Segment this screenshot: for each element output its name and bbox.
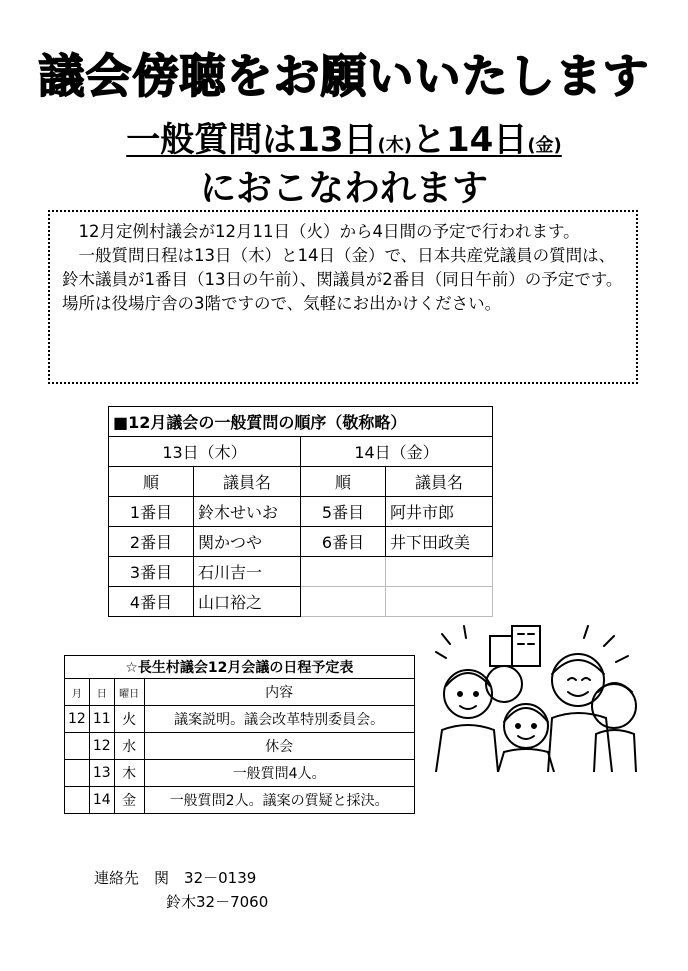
col-order-header: 順 [301,467,386,497]
order-day1-header: 13日（木） [109,437,301,467]
name-cell: 井下田政美 [386,527,493,557]
sched-month-cell [65,760,90,787]
table-row [65,706,415,733]
name-cell: 阿井市郎 [386,497,493,527]
table-row [65,760,415,787]
schedule-table-caption: ☆長生村議会12月会議の日程予定表 [65,656,415,679]
headline-line3: におこなわれます [199,168,488,209]
name-cell-empty [386,587,493,617]
table-row [109,527,493,557]
order-day2-header: 14日（金） [301,437,493,467]
order-cell: 3番目 [109,557,194,587]
name-cell-empty [386,557,493,587]
order-cell: 4番目 [109,587,194,617]
sched-content-cell: 休会 [144,733,414,760]
sched-month-cell [65,733,90,760]
subtitle-weekday-thu: (木) [377,135,412,156]
sched-col-weekday: 曜日 [114,679,144,706]
sched-content-cell: 一般質問2人。議案の質疑と採決。 [144,787,414,814]
name-cell: 鈴木せいお [194,497,301,527]
sched-col-month: 月 [65,679,90,706]
headline-subtitle [0,112,688,161]
order-table-caption: ■12月議会の一般質問の順序（敬称略） [109,407,493,437]
notice-box [48,210,638,384]
name-cell: 石川吉一 [194,557,301,587]
col-name-header: 議員名 [386,467,493,497]
notice-paragraph-1: 12月定例村議会が12月11日（火）から4日間の予定で行われます。 [78,222,580,241]
sched-weekday-cell: 火 [114,706,144,733]
group-illustration-icon [428,622,640,772]
table-row [65,733,415,760]
contact-line-2: 鈴木32－7060 [166,893,269,911]
question-order-table [108,406,493,617]
order-cell-empty [301,587,386,617]
name-cell: 山口裕之 [194,587,301,617]
order-cell-empty [301,557,386,587]
contact-block [94,866,268,914]
headline-title: 議会傍聴をお願いいたします [38,49,650,103]
order-cell: 1番目 [109,497,194,527]
sched-day-cell: 13 [89,760,114,787]
col-name-header: 議員名 [194,467,301,497]
order-cell: 5番目 [301,497,386,527]
schedule-table [64,655,415,814]
table-row [109,587,493,617]
subtitle-part-a: 一般質問は13日 [126,120,378,160]
subtitle-underlined [126,120,562,160]
sched-weekday-cell: 金 [114,787,144,814]
order-cell: 6番目 [301,527,386,557]
contact-label: 連絡先 [94,869,140,887]
sched-col-day: 日 [89,679,114,706]
col-order-header: 順 [109,467,194,497]
name-cell: 関かつや [194,527,301,557]
contact-line-1: 関 32－0139 [154,869,257,887]
contact-row-1 [94,866,268,890]
sched-day-cell: 14 [89,787,114,814]
sched-content-cell: 議案説明。議会改革特別委員会。 [144,706,414,733]
sched-day-cell: 11 [89,706,114,733]
sched-content-cell: 一般質問4人。 [144,760,414,787]
sched-col-content: 内容 [144,679,414,706]
subtitle-part-c: と14日 [412,120,528,160]
table-row [109,497,493,527]
order-cell: 2番目 [109,527,194,557]
table-row [109,557,493,587]
table-row [65,787,415,814]
sched-weekday-cell: 木 [114,760,144,787]
sched-month-cell: 12 [65,706,90,733]
sched-month-cell [65,787,90,814]
sched-weekday-cell: 水 [114,733,144,760]
notice-paragraph-2: 一般質問日程は13日（木）と14日（金）で、日本共産党議員の質問は、鈴木議員が1番目（13日の午前）、関議員が2番目（同日午前）の予定です。場所は役場庁舎の3階ですので、気軽にお出かけください。 [62,246,623,313]
subtitle-weekday-fri: (金) [527,135,562,156]
sched-day-cell: 12 [89,733,114,760]
